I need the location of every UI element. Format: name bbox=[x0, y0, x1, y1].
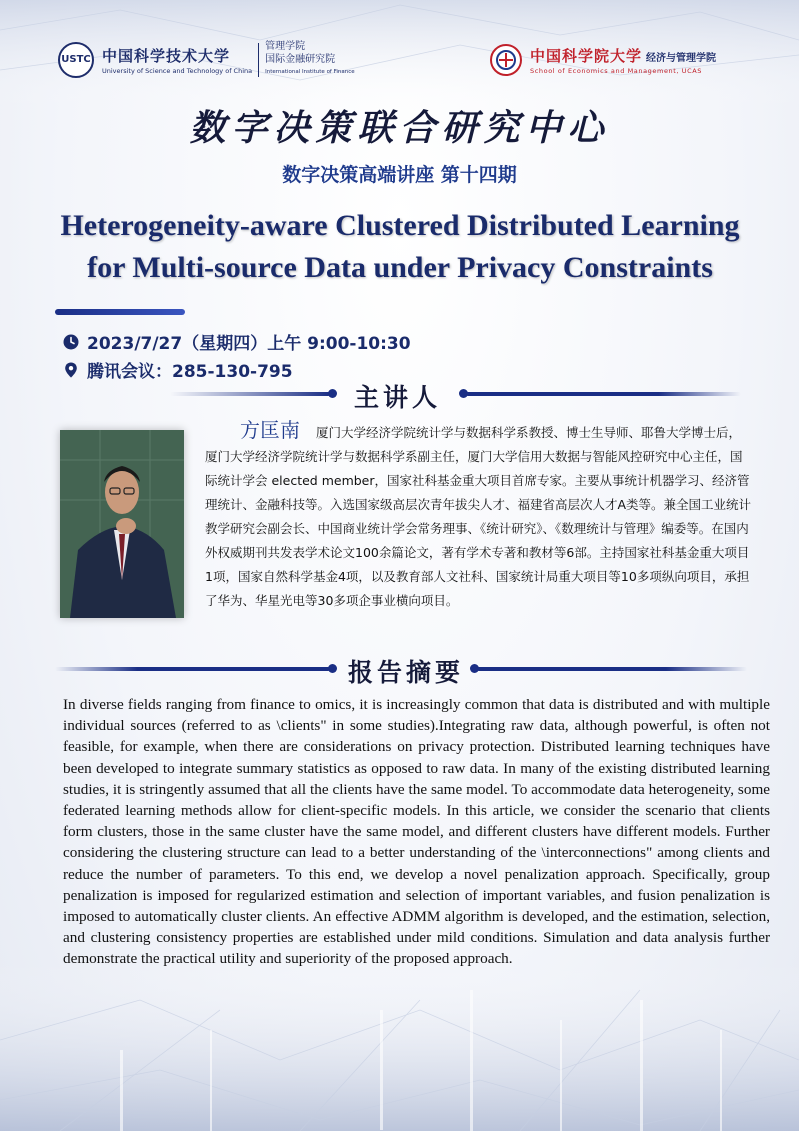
ucas-seal-icon bbox=[490, 44, 522, 76]
event-place bbox=[63, 357, 293, 382]
iif-label-en: International Institute of Finance bbox=[265, 69, 355, 75]
ucas-logo bbox=[490, 44, 716, 76]
clock-icon bbox=[63, 334, 79, 350]
iif-label-cn: 国际金融研究院 bbox=[265, 54, 336, 65]
ucas-dept: 经济与管理学院 bbox=[646, 53, 717, 64]
abstract-section-line-left bbox=[55, 667, 330, 671]
abstract-section-line-right bbox=[477, 667, 747, 671]
ustc-name-cn: 中国科学技术大学 bbox=[102, 46, 231, 65]
talk-title bbox=[30, 205, 770, 289]
speaker-section-line-left bbox=[170, 392, 330, 396]
event-place-text: 腾讯会议：285-130-795 bbox=[87, 362, 293, 382]
speaker-section-line-right bbox=[466, 392, 741, 396]
ustc-seal-icon: USTC bbox=[58, 42, 94, 78]
center-name-title: 数字决策联合研究中心 bbox=[189, 107, 610, 149]
logo-divider bbox=[258, 43, 259, 77]
abstract-section-dot-left bbox=[328, 664, 337, 673]
lecture-series-label: 数字决策高端讲座 第十四期 bbox=[282, 164, 517, 186]
speaker-portrait-image bbox=[60, 430, 184, 618]
ucas-name-en: School of Economics and Management, UCAS bbox=[530, 67, 703, 75]
abstract-text: In diverse fields ranging from finance to omics, it is increasingly common that data is distributed and with multiple individual sources (referred to as \clients" in some studies).Integrating raw data, although powerful, is often not feasible, for example, when there are considerations on privacy protection. Distributed learning techniques have been developed to integrate summary statistics as opposed to raw data. In many of the existing distributed learning studies, it is stringently assumed that all the clients have the same model. To accommodate data heterogeneity, some federated learning methods allow for client-specific models. In this article, we consider the scenario that clients form clusters, those in the same cluster have the same model, and different clusters have different models. Further considering the clustering structure can lead to a better understanding of the \interconnections" among clients and reduce the number of parameters. To this end, we develop a novel penalization approach. Specifically, group penalization is imposed for regularized estimation and selection of important variables, and fusion penalization is imposed to automatically cluster clients. An effective ADMM algorithm is developed, and the estimation, selection, and clustering consistency properties are established under mild conditions. Simulation and data analysis further demonstrate the practical utility and superiority of the proposed approach. bbox=[63, 696, 770, 968]
ustc-logo bbox=[58, 40, 355, 79]
speaker-bio-text: 厦门大学经济学院统计学与数据科学系教授、博士生导师、耶鲁大学博士后，厦门大学经济学院统计学与数据科学系副主任，厦门大学信用大数据与智能风控研究中心主任，国际统计学会 elected member，国家社科基金重大项目首席专家。主要从事统计机器学习、经济管理统计、金融科技等。入选国家级高层次青年拔尖人才、福建省高层次人才A类等。兼全国工业统计教学研究会副会长、中国商业统计学会常务理事、《统计研究》、《数理统计与管理》编委等。在国内外权威期刊共发表学术论文100余篇论文，著有学术专著和教材等6部。主持国家社科基金重大项目1项，国家自然科学基金4项，以及教育部人文社科、国家统计局重大项目等10多项纵向项目，承担了华为、华星光电等30多项企事业横向项目。 bbox=[205, 425, 752, 608]
talk-title-line-1: Heterogeneity-aware Clustered Distributed Learning bbox=[60, 209, 740, 242]
ucas-emblem-icon bbox=[495, 49, 517, 71]
speaker-bio bbox=[205, 418, 753, 613]
ustc-name-en: University of Science and Technology of China bbox=[102, 66, 253, 75]
school-of-management-label: 管理学院 bbox=[265, 41, 306, 52]
talk-title-line-2: for Multi-source Data under Privacy Constraints bbox=[87, 251, 713, 284]
ucas-name-cn: 中国科学院大学 bbox=[530, 47, 643, 65]
speaker-section-title: 主讲人 bbox=[354, 383, 442, 412]
speaker-section-dot-left bbox=[328, 389, 337, 398]
event-time bbox=[63, 329, 411, 354]
speaker-name: 方匡南 bbox=[240, 418, 300, 442]
event-time-text: 2023/7/27（星期四）上午 9:00-10:30 bbox=[87, 334, 411, 354]
location-pin-icon bbox=[63, 362, 79, 378]
title-underline-bar bbox=[55, 309, 185, 315]
abstract-section-title: 报告摘要 bbox=[348, 658, 465, 687]
speaker-photo bbox=[60, 430, 184, 618]
